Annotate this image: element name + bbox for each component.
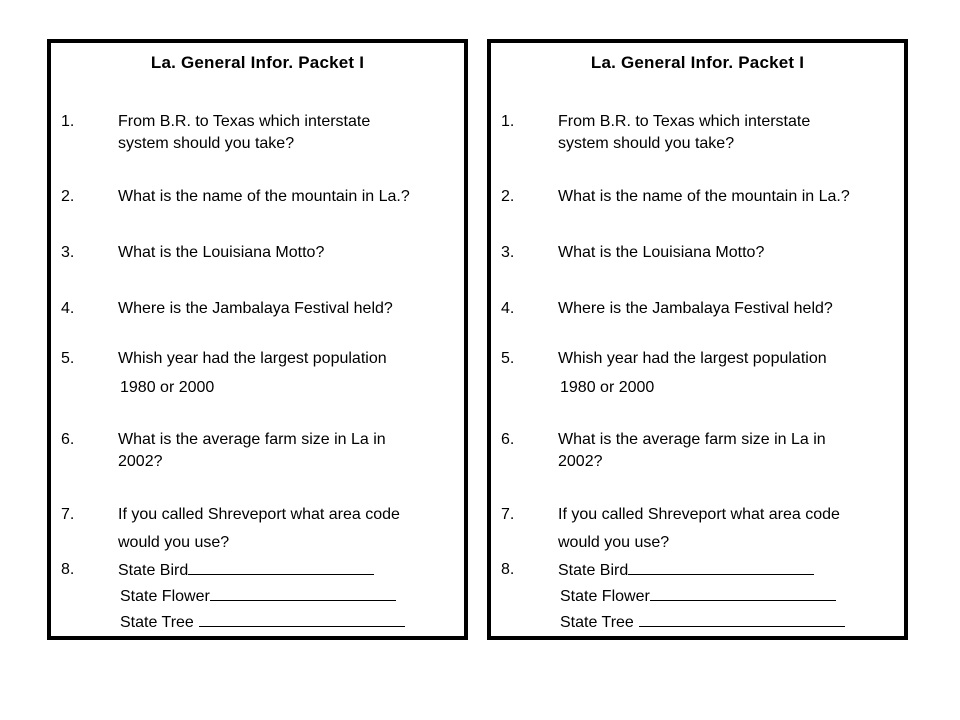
state-tree-line xyxy=(560,611,845,633)
question-text: Where is the Jambalaya Festival held? xyxy=(558,300,833,317)
question-7-cont: would you use? xyxy=(118,534,230,551)
state-tree-line xyxy=(120,611,405,633)
question-number: 7. xyxy=(501,506,515,523)
state-bird-label: State Bird xyxy=(558,562,629,579)
question-1-cont: system should you take? xyxy=(558,135,735,152)
info-card-left xyxy=(47,39,468,640)
question-1-cont: system should you take? xyxy=(118,135,295,152)
question-number: 3. xyxy=(61,244,75,261)
question-text: What is the average farm size in La in xyxy=(118,431,386,448)
question-5-cont: 1980 or 2000 xyxy=(120,379,215,396)
question-5-cont: 1980 or 2000 xyxy=(560,379,655,396)
question-number: 6. xyxy=(61,431,75,448)
state-bird-label: State Bird xyxy=(118,562,189,579)
question-text: What is the Louisiana Motto? xyxy=(558,244,765,261)
question-text: What is the name of the mountain in La.? xyxy=(118,188,410,205)
state-tree-label: State Tree xyxy=(560,614,634,631)
question-number: 3. xyxy=(501,244,515,261)
question-number: 4. xyxy=(501,300,515,317)
question-number: 2. xyxy=(61,188,75,205)
question-number: 5. xyxy=(501,350,515,367)
state-tree-label: State Tree xyxy=(120,614,194,631)
question-text: From B.R. to Texas which interstate xyxy=(558,113,811,130)
question-text: Whish year had the largest population xyxy=(558,350,827,367)
question-number: 1. xyxy=(501,113,515,130)
question-text: If you called Shreveport what area code xyxy=(118,506,400,523)
card-title: La. General Infor. Packet I xyxy=(590,53,805,72)
state-flower-blank[interactable] xyxy=(210,585,396,601)
state-flower-line xyxy=(560,585,836,607)
state-flower-line xyxy=(120,585,396,607)
question-number: 4. xyxy=(61,300,75,317)
question-number: 1. xyxy=(61,113,75,130)
question-text: Whish year had the largest population xyxy=(118,350,387,367)
question-number: 2. xyxy=(501,188,515,205)
question-text: What is the Louisiana Motto? xyxy=(118,244,325,261)
state-bird-blank[interactable] xyxy=(628,559,814,575)
question-number: 5. xyxy=(61,350,75,367)
state-flower-label: State Flower xyxy=(120,588,210,605)
card-title: La. General Infor. Packet I xyxy=(150,53,365,72)
question-text: What is the name of the mountain in La.? xyxy=(558,188,850,205)
question-number: 6. xyxy=(501,431,515,448)
question-number: 8. xyxy=(61,561,75,578)
question-7-cont: would you use? xyxy=(558,534,670,551)
question-number: 8. xyxy=(501,561,515,578)
state-tree-blank[interactable] xyxy=(199,611,405,627)
question-number: 7. xyxy=(61,506,75,523)
question-6-cont: 2002? xyxy=(558,453,603,470)
state-tree-blank[interactable] xyxy=(639,611,845,627)
question-text: What is the average farm size in La in xyxy=(558,431,826,448)
question-text: If you called Shreveport what area code xyxy=(558,506,840,523)
state-flower-label: State Flower xyxy=(560,588,650,605)
question-text: Where is the Jambalaya Festival held? xyxy=(118,300,393,317)
question-text: From B.R. to Texas which interstate xyxy=(118,113,371,130)
question-6-cont: 2002? xyxy=(118,453,163,470)
state-flower-blank[interactable] xyxy=(650,585,836,601)
info-card-right xyxy=(487,39,908,640)
state-bird-blank[interactable] xyxy=(188,559,374,575)
